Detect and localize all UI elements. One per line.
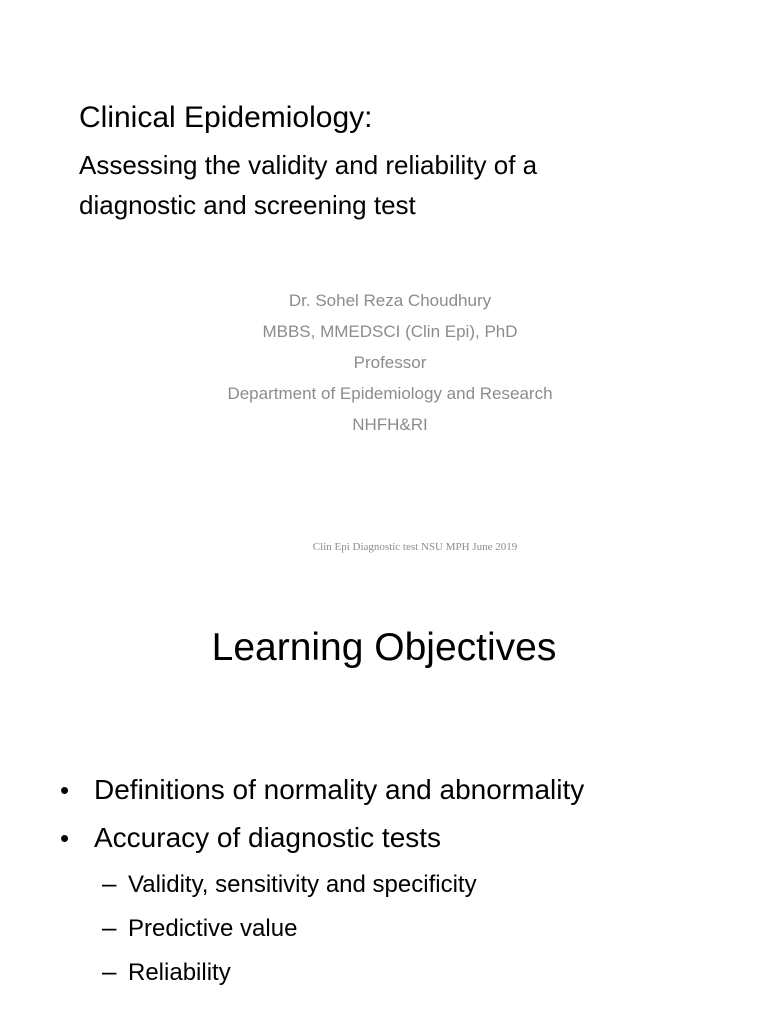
bullet-text: Definitions of normality and abnormality (94, 774, 585, 805)
author-institution: NHFH&RI (352, 415, 428, 434)
learning-objectives-slide (0, 580, 768, 1024)
sub-bullet-text: Predictive value (128, 915, 298, 942)
slide-subtitle (79, 145, 719, 225)
subtitle-line: diagnostic and screening test (79, 190, 416, 220)
sub-bullet-list (102, 862, 742, 994)
dash-marker: – (102, 868, 117, 898)
sub-bullet-text: Validity, sensitivity and specificity (128, 871, 477, 898)
bullet-text: Accuracy of diagnostic tests (94, 822, 442, 853)
author-department: Department of Epidemiology and Research (227, 384, 553, 403)
bullet-marker: • (60, 823, 70, 853)
list-item (60, 766, 750, 814)
author-name: Dr. Sohel Reza Choudhury (288, 291, 492, 310)
slide-footer: Clin Epi Diagnostic test NSU MPH June 2019 (312, 541, 518, 553)
bullet-marker: • (60, 775, 70, 805)
list-item (102, 862, 742, 906)
dash-marker: – (102, 956, 117, 986)
list-item (102, 950, 742, 994)
bullet-list (60, 766, 750, 862)
slide-title: Learning Objectives (211, 626, 557, 669)
list-item (102, 906, 742, 950)
subtitle-line: Assessing the validity and reliability of a (79, 150, 538, 180)
author-degrees: MBBS, MMEDSCI (Clin Epi), PhD (262, 322, 518, 341)
sub-bullet-text: Reliability (128, 959, 231, 986)
list-item (60, 814, 750, 862)
author-position: Professor (353, 353, 427, 372)
author-info (0, 285, 768, 440)
slide-title: Clinical Epidemiology: (79, 101, 373, 134)
dash-marker: – (102, 912, 117, 942)
